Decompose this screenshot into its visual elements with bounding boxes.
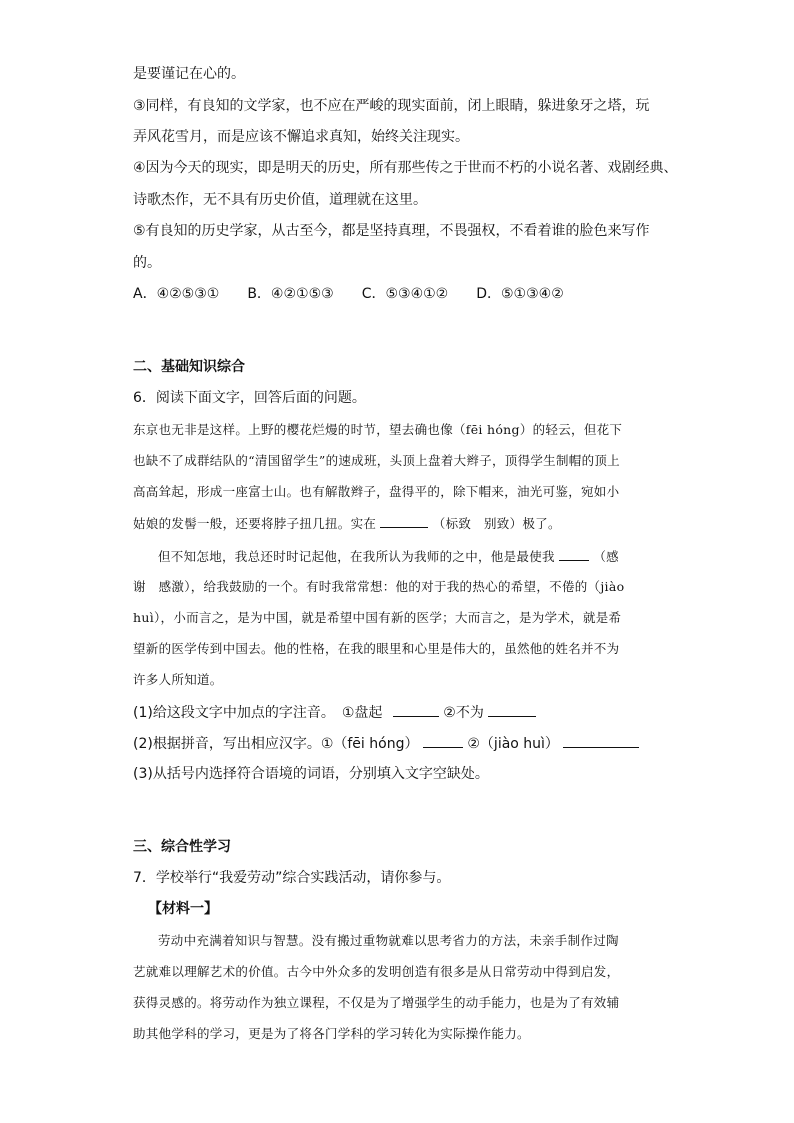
material-line: 助其他学科的学习，更是为了将各门学科的学习转化为实际操作能力。 (133, 1026, 530, 1041)
excerpt-line: 也缺不了成群结队的“清国留学生”的速成班，头顶上盘着大辫子，顶得学生制帽的顶上 (133, 453, 620, 468)
excerpt-line: 东京也无非是这样。上野的樱花烂熳的时节，望去确也像（fēi hóng）的轻云，但花下 (133, 422, 623, 437)
excerpt-line: 高高耸起，形成一座富士山。也有解散辫子，盘得平的，除下帽来，油光可鉴，宛如小 (133, 484, 620, 499)
answer-blank[interactable] (488, 702, 536, 717)
passage-line: ③同样，有良知的文学家，也不应在严峻的现实面前，闭上眼睛，躲进象牙之塔，玩 (133, 98, 650, 114)
passage-line: 的。 (133, 255, 161, 271)
material-line: 获得灵感的。将劳动作为独立课程，不仅是为了增强学生的动手能力，也是为了有效辅 (133, 995, 620, 1010)
passage-line: ④因为今天的现实，即是明天的历史，所有那些传之于世而不朽的小说名著、戏剧经典、 (133, 160, 678, 176)
passage-line: 诗歌杰作，无不具有历史价值，道理就在这里。 (133, 192, 427, 208)
excerpt-text: （感 (593, 549, 619, 564)
passage-line: 弄风花雪月，而是应该不懈追求真知，始终关注现实。 (133, 129, 469, 145)
excerpt-line (133, 513, 561, 534)
material-line: 劳动中充满着知识与智慧。没有搬过重物就难以思考省力的方法，未亲手制作过陶 (158, 933, 619, 948)
sub-question-text: ②（jiào huì） (467, 736, 559, 752)
sub-question-2 (133, 733, 639, 754)
question-stem: 6．阅读下面文字，回答后面的问题。 (133, 390, 366, 406)
material-label: 【材料一】 (148, 901, 218, 917)
sub-question-1 (133, 702, 536, 723)
passage-line: ⑤有良知的历史学家，从古至今，都是坚持真理，不畏强权，不看着谁的脸色来写作 (133, 223, 650, 239)
answer-blank[interactable] (563, 733, 639, 748)
excerpt-line (158, 546, 619, 567)
sub-question-3: (3)从括号内选择符合语境的词语，分别填入文字空缺处。 (133, 766, 489, 782)
excerpt-text: 但不知怎地，我总还时时记起他，在我所认为我师的之中，他是最使我 (158, 549, 555, 564)
excerpt-line: 谢 感激），给我鼓励的一个。有时我常常想：他的对于我的热心的希望，不倦的（jiào (133, 579, 625, 594)
answer-options: A．④②⑤③① B．④②①⑤③ C．⑤③④①② D．⑤①③④② (133, 286, 564, 302)
excerpt-text: （标致 别致）极了。 (432, 516, 561, 531)
passage-line: 是要谨记在心的。 (133, 66, 245, 82)
excerpt-line: 许多人所知道。 (133, 672, 223, 687)
section-heading: 二、基础知识综合 (133, 359, 245, 375)
sub-question-text: (1)给这段文字中加点的字注音。 ①盘起 (133, 705, 383, 721)
question-stem: 7．学校举行“我爱劳动”综合实践活动，请你参与。 (133, 870, 451, 886)
excerpt-text: 姑娘的发髻一般，还要将脖子扭几扭。实在 (133, 516, 377, 531)
fill-blank[interactable] (380, 513, 428, 528)
material-line: 艺就难以理解艺术的价值。古今中外众多的发明创造有很多是从日常劳动中得到启发， (133, 964, 620, 979)
section-heading: 三、综合性学习 (133, 839, 231, 855)
answer-blank[interactable] (393, 702, 439, 717)
sub-question-text: (2)根据拼音，写出相应汉字。①（fēi hóng） (133, 736, 419, 752)
excerpt-line: huì），小而言之，是为中国，就是希望中国有新的医学；大而言之，是为学术，就是希 (133, 610, 622, 625)
answer-blank[interactable] (423, 733, 463, 748)
sub-question-text: ②不为 (443, 705, 484, 721)
excerpt-line: 望新的医学传到中国去。他的性格，在我的眼里和心里是伟大的，虽然他的姓名并不为 (133, 641, 620, 656)
fill-blank[interactable] (559, 546, 589, 561)
